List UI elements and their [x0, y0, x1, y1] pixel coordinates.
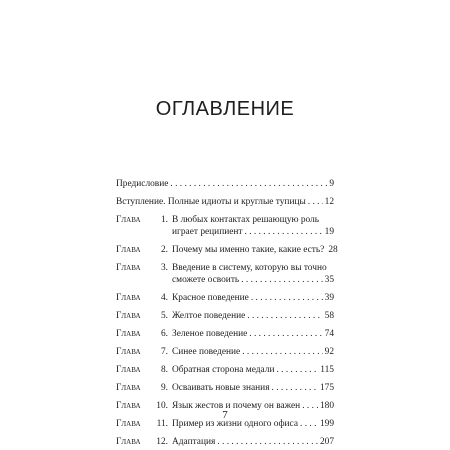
entry-page: 180: [319, 401, 334, 411]
toc-entry-chapter-2: [116, 244, 338, 256]
entry-page: 92: [324, 347, 334, 357]
entry-title: Язык жестов и почему он важен: [172, 401, 301, 411]
entry-page: 9: [329, 179, 334, 189]
leader-dots: [170, 178, 327, 190]
toc-entry-chapter-1: [116, 214, 334, 238]
chapter-word: Глава: [116, 215, 141, 225]
toc-entry-chapter-6: [116, 328, 334, 340]
leader-dots: [251, 292, 323, 304]
chapter-number: 5.: [160, 311, 168, 321]
leader-dots: [217, 436, 318, 448]
chapter-word: Глава: [116, 401, 141, 411]
toc-entry-chapter-8: [116, 364, 334, 376]
toc-entry-chapter-7: [116, 346, 334, 358]
entry-page: 74: [324, 329, 334, 339]
entry-page: 175: [319, 383, 334, 393]
leader-dots: [242, 346, 322, 358]
chapter-word: Глава: [116, 437, 141, 447]
chapter-number: 2.: [160, 245, 168, 255]
entry-page: 12: [324, 197, 334, 207]
toc-entry-chapter-3: [116, 262, 334, 286]
chapter-number: 6.: [160, 329, 168, 339]
toc-entry-preface: [116, 178, 334, 190]
chapter-word: Глава: [116, 347, 141, 357]
leader-dots: [245, 226, 323, 238]
page-number: 7: [222, 409, 228, 421]
entry-page: 39: [324, 293, 334, 303]
entry-title: Синее поведение: [172, 347, 241, 357]
chapter-word: Глава: [116, 329, 141, 339]
entry-page: 35: [324, 275, 334, 285]
leader-dots: [272, 382, 318, 394]
entry-title-line-2: играет реципиент: [172, 227, 243, 237]
chapter-word: Глава: [116, 365, 141, 375]
entry-title: Обратная сторона медали: [172, 365, 275, 375]
leader-dots: [241, 274, 322, 286]
chapter-number: 11.: [156, 419, 168, 429]
page-title: ОГЛАВЛЕНИЕ: [155, 98, 295, 120]
entry-page: 58: [324, 311, 334, 321]
leader-dots: [308, 196, 323, 208]
chapter-word: Глава: [116, 383, 141, 393]
toc-entry-introduction: [116, 196, 334, 208]
entry-title: Пример из жизни одного офиса: [172, 419, 298, 429]
entry-title: Желтое поведение: [172, 311, 246, 321]
leader-dots: [276, 364, 318, 376]
chapter-number: 7.: [160, 347, 168, 357]
entry-page: 115: [320, 365, 334, 375]
chapter-number: 10.: [156, 401, 168, 411]
chapter-word: Глава: [116, 293, 141, 303]
chapter-number: 8.: [160, 365, 168, 375]
entry-title: Осваивать новые знания: [172, 383, 270, 393]
entry-title: Зеленое поведение: [172, 329, 248, 339]
entry-page: 199: [319, 419, 334, 429]
leader-dots: [247, 310, 322, 322]
leader-dots: [249, 328, 322, 340]
entry-page: 28: [328, 245, 338, 255]
chapter-number: 1.: [160, 215, 168, 225]
entry-title-line-2: сможете освоить: [172, 275, 240, 285]
entry-label: Предисловие: [116, 179, 169, 189]
entry-title-line-1: Введение в систему, которую вы точно: [172, 263, 327, 273]
chapter-word: Глава: [116, 419, 141, 429]
entry-title-line-1: В любых контактах решающую роль: [172, 215, 320, 225]
entry-page: 19: [324, 227, 334, 237]
entry-title: Адаптация: [172, 437, 216, 447]
toc-entry-chapter-4: [116, 292, 334, 304]
entry-title: Красное поведение: [172, 293, 249, 303]
entry-label: Вступление. Полные идиоты и круглые тупицы: [116, 197, 306, 207]
chapter-number: 3.: [160, 263, 168, 273]
toc-entry-chapter-9: [116, 382, 334, 394]
chapter-word: Глава: [116, 263, 141, 273]
chapter-word: Глава: [116, 245, 141, 255]
toc-entry-chapter-12: [116, 436, 334, 448]
chapter-word: Глава: [116, 311, 141, 321]
chapter-number: 4.: [160, 293, 168, 303]
chapter-number: 12.: [156, 437, 168, 447]
toc-entry-chapter-5: [116, 310, 334, 322]
chapter-number: 9.: [160, 383, 168, 393]
entry-title: Почему мы именно такие, какие есть?: [172, 245, 325, 255]
entry-page: 207: [319, 437, 334, 447]
